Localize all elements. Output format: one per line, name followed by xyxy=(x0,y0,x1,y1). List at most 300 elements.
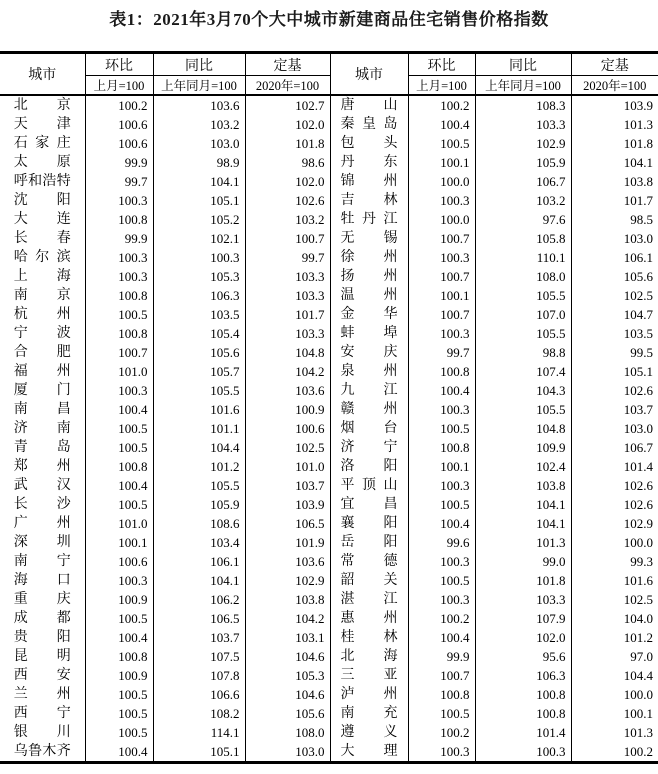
yoy-value-left: 105.7 xyxy=(153,362,245,381)
city-name-left: 深圳 xyxy=(13,535,71,550)
fixed-value-right: 101.3 xyxy=(571,723,658,742)
mom-value-right: 100.2 xyxy=(408,609,475,628)
mom-value-right: 99.9 xyxy=(408,647,475,666)
mom-value-right: 100.1 xyxy=(408,286,475,305)
table-row xyxy=(0,438,658,457)
fixed-value-left: 108.0 xyxy=(245,723,330,742)
mom-value-right: 100.3 xyxy=(408,476,475,495)
fixed-value-left: 101.8 xyxy=(245,134,330,153)
city-name-right: 惠州 xyxy=(330,609,408,628)
fixed-value-left: 103.3 xyxy=(245,324,330,343)
mom-value-right: 100.4 xyxy=(408,115,475,134)
table-row xyxy=(0,628,658,647)
fixed-value-left: 106.5 xyxy=(245,514,330,533)
city-name-right: 九江 xyxy=(330,381,408,400)
column-subheader-fixed-base-right: 2020年=100 xyxy=(571,76,658,96)
yoy-value-left: 103.0 xyxy=(153,134,245,153)
fixed-value-left: 103.2 xyxy=(245,210,330,229)
city-name-left: 兰州 xyxy=(13,687,71,702)
yoy-value-left: 105.6 xyxy=(153,343,245,362)
yoy-value-left: 103.5 xyxy=(153,305,245,324)
fixed-value-left: 104.8 xyxy=(245,343,330,362)
mom-value-right: 100.2 xyxy=(408,95,475,115)
column-subheader-mom-base-right: 上月=100 xyxy=(408,76,475,96)
mom-value-left: 100.5 xyxy=(85,495,153,514)
table-row xyxy=(0,381,658,400)
fixed-value-right: 102.6 xyxy=(571,476,658,495)
column-header-mom-right: 环比 xyxy=(408,53,475,76)
city-name-left: 青岛 xyxy=(13,440,71,455)
fixed-value-right: 104.1 xyxy=(571,153,658,172)
city-name-left: 南京 xyxy=(13,288,71,303)
fixed-value-right: 99.5 xyxy=(571,343,658,362)
city-name-right: 常德 xyxy=(330,552,408,571)
table-row xyxy=(0,95,658,115)
yoy-value-left: 104.1 xyxy=(153,172,245,191)
fixed-value-right: 104.4 xyxy=(571,666,658,685)
yoy-value-left: 101.1 xyxy=(153,419,245,438)
column-header-city-left: 城市 xyxy=(0,53,85,96)
city-name-right: 韶关 xyxy=(330,571,408,590)
yoy-value-left: 106.6 xyxy=(153,685,245,704)
mom-value-left: 100.6 xyxy=(85,115,153,134)
city-name-left: 海口 xyxy=(13,573,71,588)
fixed-value-right: 100.0 xyxy=(571,685,658,704)
column-header-yoy-left: 同比 xyxy=(153,53,245,76)
fixed-value-left: 103.6 xyxy=(245,381,330,400)
city-name-left: 银川 xyxy=(13,725,71,740)
mom-value-right: 100.3 xyxy=(408,191,475,210)
yoy-value-left: 105.5 xyxy=(153,381,245,400)
fixed-value-right: 99.3 xyxy=(571,552,658,571)
yoy-value-right: 103.2 xyxy=(475,191,571,210)
city-name-right: 洛阳 xyxy=(330,457,408,476)
city-name-right: 济宁 xyxy=(330,438,408,457)
mom-value-right: 100.0 xyxy=(408,210,475,229)
fixed-value-right: 98.5 xyxy=(571,210,658,229)
yoy-value-left: 105.5 xyxy=(153,476,245,495)
city-name-left: 天津 xyxy=(13,117,71,132)
yoy-value-left: 114.1 xyxy=(153,723,245,742)
yoy-value-right: 101.3 xyxy=(475,533,571,552)
mom-value-right: 100.1 xyxy=(408,153,475,172)
mom-value-right: 100.3 xyxy=(408,590,475,609)
fixed-value-left: 102.5 xyxy=(245,438,330,457)
table-row xyxy=(0,400,658,419)
city-name-left: 太原 xyxy=(13,155,71,170)
table-row xyxy=(0,609,658,628)
mom-value-left: 100.9 xyxy=(85,590,153,609)
mom-value-right: 99.6 xyxy=(408,533,475,552)
mom-value-right: 100.0 xyxy=(408,172,475,191)
table-row xyxy=(0,685,658,704)
price-index-table xyxy=(0,51,658,764)
fixed-value-left: 101.9 xyxy=(245,533,330,552)
fixed-value-left: 101.7 xyxy=(245,305,330,324)
fixed-value-left: 103.6 xyxy=(245,552,330,571)
fixed-value-left: 102.9 xyxy=(245,571,330,590)
table-row xyxy=(0,533,658,552)
yoy-value-left: 101.2 xyxy=(153,457,245,476)
yoy-value-right: 107.0 xyxy=(475,305,571,324)
city-name-right: 宜昌 xyxy=(330,495,408,514)
mom-value-right: 100.3 xyxy=(408,248,475,267)
city-name-left: 沈阳 xyxy=(13,193,71,208)
mom-value-left: 100.3 xyxy=(85,571,153,590)
fixed-value-left: 105.6 xyxy=(245,704,330,723)
table-row xyxy=(0,305,658,324)
mom-value-right: 100.5 xyxy=(408,419,475,438)
city-name-left: 成都 xyxy=(13,611,71,626)
fixed-value-right: 101.2 xyxy=(571,628,658,647)
city-name-left: 石家庄 xyxy=(13,136,71,151)
mom-value-left: 101.0 xyxy=(85,514,153,533)
mom-value-left: 100.8 xyxy=(85,324,153,343)
table-row xyxy=(0,571,658,590)
yoy-value-left: 106.1 xyxy=(153,552,245,571)
table-row xyxy=(0,134,658,153)
city-name-left: 上海 xyxy=(13,269,71,284)
fixed-value-right: 101.4 xyxy=(571,457,658,476)
column-subheader-mom-base-left: 上月=100 xyxy=(85,76,153,96)
mom-value-left: 100.8 xyxy=(85,210,153,229)
mom-value-left: 100.5 xyxy=(85,305,153,324)
city-name-right: 桂林 xyxy=(330,628,408,647)
city-name-left: 广州 xyxy=(13,516,71,531)
mom-value-left: 100.5 xyxy=(85,704,153,723)
city-name-left: 贵阳 xyxy=(13,630,71,645)
mom-value-left: 99.9 xyxy=(85,229,153,248)
city-name-right: 蚌埠 xyxy=(330,324,408,343)
mom-value-left: 100.8 xyxy=(85,457,153,476)
page-title: 表1：2021年3月70个大中城市新建商品住宅销售价格指数 xyxy=(109,10,549,29)
yoy-value-right: 99.0 xyxy=(475,552,571,571)
fixed-value-right: 102.5 xyxy=(571,286,658,305)
fixed-value-right: 103.8 xyxy=(571,172,658,191)
mom-value-right: 100.2 xyxy=(408,723,475,742)
yoy-value-left: 103.6 xyxy=(153,95,245,115)
table-row xyxy=(0,115,658,134)
mom-value-right: 100.7 xyxy=(408,666,475,685)
city-name-left: 杭州 xyxy=(13,307,71,322)
yoy-value-left: 103.2 xyxy=(153,115,245,134)
fixed-value-right: 102.6 xyxy=(571,495,658,514)
city-name-left: 长沙 xyxy=(13,497,71,512)
mom-value-right: 100.7 xyxy=(408,305,475,324)
yoy-value-left: 105.2 xyxy=(153,210,245,229)
fixed-value-left: 103.3 xyxy=(245,286,330,305)
mom-value-left: 100.8 xyxy=(85,647,153,666)
mom-value-right: 100.8 xyxy=(408,362,475,381)
city-name-left: 合肥 xyxy=(13,345,71,360)
city-name-right: 金华 xyxy=(330,305,408,324)
city-name-right: 烟台 xyxy=(330,419,408,438)
fixed-value-left: 103.1 xyxy=(245,628,330,647)
city-name-right: 秦皇岛 xyxy=(330,115,408,134)
yoy-value-left: 106.2 xyxy=(153,590,245,609)
mom-value-left: 100.7 xyxy=(85,343,153,362)
mom-value-right: 100.5 xyxy=(408,495,475,514)
yoy-value-left: 105.1 xyxy=(153,742,245,763)
fixed-value-right: 101.6 xyxy=(571,571,658,590)
city-name-right: 襄阳 xyxy=(330,514,408,533)
city-name-left: 西宁 xyxy=(13,706,71,721)
table-row xyxy=(0,248,658,267)
header-row-main xyxy=(0,53,658,76)
city-name-right: 南充 xyxy=(330,704,408,723)
table-row xyxy=(0,343,658,362)
mom-value-right: 100.4 xyxy=(408,514,475,533)
city-name-left: 长春 xyxy=(13,231,71,246)
mom-value-left: 100.1 xyxy=(85,533,153,552)
mom-value-right: 100.4 xyxy=(408,381,475,400)
city-name-right: 牡丹江 xyxy=(330,210,408,229)
mom-value-left: 100.4 xyxy=(85,476,153,495)
table-row xyxy=(0,590,658,609)
table-body xyxy=(0,95,658,763)
yoy-value-left: 105.9 xyxy=(153,495,245,514)
city-name-right: 无锡 xyxy=(330,229,408,248)
yoy-value-left: 108.6 xyxy=(153,514,245,533)
city-name-left: 北京 xyxy=(13,98,71,113)
city-name-right: 岳阳 xyxy=(330,533,408,552)
fixed-value-right: 103.9 xyxy=(571,95,658,115)
yoy-value-left: 106.5 xyxy=(153,609,245,628)
column-header-mom-left: 环比 xyxy=(85,53,153,76)
mom-value-left: 100.9 xyxy=(85,666,153,685)
mom-value-right: 100.5 xyxy=(408,704,475,723)
table-row xyxy=(0,191,658,210)
mom-value-right: 100.4 xyxy=(408,628,475,647)
mom-value-left: 101.0 xyxy=(85,362,153,381)
fixed-value-right: 106.1 xyxy=(571,248,658,267)
yoy-value-right: 97.6 xyxy=(475,210,571,229)
header-row-sub xyxy=(0,76,658,96)
fixed-value-left: 100.9 xyxy=(245,400,330,419)
city-name-left: 郑州 xyxy=(13,459,71,474)
yoy-value-right: 108.0 xyxy=(475,267,571,286)
mom-value-right: 100.3 xyxy=(408,400,475,419)
fixed-value-left: 103.8 xyxy=(245,590,330,609)
city-name-right: 温州 xyxy=(330,286,408,305)
city-name-right: 大理 xyxy=(330,742,408,763)
yoy-value-right: 95.6 xyxy=(475,647,571,666)
yoy-value-left: 105.4 xyxy=(153,324,245,343)
yoy-value-right: 105.9 xyxy=(475,153,571,172)
mom-value-right: 100.5 xyxy=(408,134,475,153)
yoy-value-left: 108.2 xyxy=(153,704,245,723)
yoy-value-right: 102.4 xyxy=(475,457,571,476)
yoy-value-right: 106.7 xyxy=(475,172,571,191)
fixed-value-left: 104.6 xyxy=(245,685,330,704)
yoy-value-left: 103.7 xyxy=(153,628,245,647)
yoy-value-right: 103.3 xyxy=(475,115,571,134)
fixed-value-right: 101.7 xyxy=(571,191,658,210)
mom-value-left: 100.5 xyxy=(85,419,153,438)
city-name-left: 宁波 xyxy=(13,326,71,341)
yoy-value-right: 100.8 xyxy=(475,704,571,723)
yoy-value-right: 106.3 xyxy=(475,666,571,685)
city-name-right: 吉林 xyxy=(330,191,408,210)
fixed-value-right: 103.7 xyxy=(571,400,658,419)
city-name-right: 遵义 xyxy=(330,723,408,742)
fixed-value-left: 103.3 xyxy=(245,267,330,286)
mom-value-left: 99.7 xyxy=(85,172,153,191)
city-name-left: 南宁 xyxy=(13,554,71,569)
yoy-value-left: 101.6 xyxy=(153,400,245,419)
mom-value-left: 100.6 xyxy=(85,552,153,571)
yoy-value-left: 107.8 xyxy=(153,666,245,685)
mom-value-right: 100.7 xyxy=(408,267,475,286)
yoy-value-right: 104.1 xyxy=(475,514,571,533)
yoy-value-right: 102.9 xyxy=(475,134,571,153)
table-row xyxy=(0,723,658,742)
yoy-value-right: 101.8 xyxy=(475,571,571,590)
table-row xyxy=(0,229,658,248)
mom-value-left: 100.3 xyxy=(85,248,153,267)
fixed-value-right: 100.1 xyxy=(571,704,658,723)
column-header-fixed-left: 定基 xyxy=(245,53,330,76)
mom-value-left: 100.8 xyxy=(85,286,153,305)
table-row xyxy=(0,704,658,723)
city-name-right: 三亚 xyxy=(330,666,408,685)
mom-value-left: 100.3 xyxy=(85,267,153,286)
column-header-city-right: 城市 xyxy=(330,53,408,96)
table-row xyxy=(0,552,658,571)
table-row xyxy=(0,267,658,286)
yoy-value-right: 107.4 xyxy=(475,362,571,381)
yoy-value-right: 105.5 xyxy=(475,400,571,419)
mom-value-right: 100.7 xyxy=(408,229,475,248)
yoy-value-right: 104.3 xyxy=(475,381,571,400)
table-row xyxy=(0,362,658,381)
fixed-value-left: 102.6 xyxy=(245,191,330,210)
mom-value-left: 99.9 xyxy=(85,153,153,172)
yoy-value-left: 104.4 xyxy=(153,438,245,457)
city-name-right: 赣州 xyxy=(330,400,408,419)
city-name-left: 武汉 xyxy=(13,478,71,493)
yoy-value-right: 103.8 xyxy=(475,476,571,495)
fixed-value-right: 105.1 xyxy=(571,362,658,381)
yoy-value-right: 104.8 xyxy=(475,419,571,438)
fixed-value-left: 104.2 xyxy=(245,609,330,628)
yoy-value-right: 100.8 xyxy=(475,685,571,704)
city-name-left: 西安 xyxy=(13,668,71,683)
yoy-value-left: 103.4 xyxy=(153,533,245,552)
table-row xyxy=(0,286,658,305)
city-name-right: 扬州 xyxy=(330,267,408,286)
fixed-value-right: 102.5 xyxy=(571,590,658,609)
fixed-value-right: 100.2 xyxy=(571,742,658,763)
city-name-right: 北海 xyxy=(330,647,408,666)
fixed-value-right: 103.0 xyxy=(571,419,658,438)
yoy-value-left: 105.3 xyxy=(153,267,245,286)
mom-value-left: 100.4 xyxy=(85,628,153,647)
mom-value-right: 100.1 xyxy=(408,457,475,476)
mom-value-left: 100.3 xyxy=(85,191,153,210)
yoy-value-right: 102.0 xyxy=(475,628,571,647)
city-name-right: 徐州 xyxy=(330,248,408,267)
fixed-value-right: 97.0 xyxy=(571,647,658,666)
table-row xyxy=(0,666,658,685)
mom-value-right: 100.3 xyxy=(408,552,475,571)
fixed-value-right: 100.0 xyxy=(571,533,658,552)
city-name-right: 泉州 xyxy=(330,362,408,381)
fixed-value-left: 104.6 xyxy=(245,647,330,666)
yoy-value-right: 105.5 xyxy=(475,286,571,305)
mom-value-left: 100.5 xyxy=(85,609,153,628)
yoy-value-left: 105.1 xyxy=(153,191,245,210)
yoy-value-right: 101.4 xyxy=(475,723,571,742)
fixed-value-left: 99.7 xyxy=(245,248,330,267)
mom-value-left: 100.5 xyxy=(85,685,153,704)
fixed-value-left: 100.7 xyxy=(245,229,330,248)
mom-value-right: 100.3 xyxy=(408,324,475,343)
city-name-left: 大连 xyxy=(13,212,71,227)
city-name-left: 南昌 xyxy=(13,402,71,417)
table-row xyxy=(0,153,658,172)
city-name-right: 丹东 xyxy=(330,153,408,172)
table-row xyxy=(0,457,658,476)
fixed-value-right: 103.0 xyxy=(571,229,658,248)
mom-value-right: 100.8 xyxy=(408,438,475,457)
table-header xyxy=(0,53,658,96)
yoy-value-right: 105.5 xyxy=(475,324,571,343)
table-row xyxy=(0,419,658,438)
city-name-left: 厦门 xyxy=(13,383,71,398)
column-header-fixed-right: 定基 xyxy=(571,53,658,76)
yoy-value-right: 105.8 xyxy=(475,229,571,248)
yoy-value-right: 110.1 xyxy=(475,248,571,267)
fixed-value-right: 103.5 xyxy=(571,324,658,343)
column-subheader-yoy-base-right: 上年同月=100 xyxy=(475,76,571,96)
fixed-value-right: 105.6 xyxy=(571,267,658,286)
fixed-value-left: 102.0 xyxy=(245,115,330,134)
city-name-left: 福州 xyxy=(13,364,71,379)
yoy-value-left: 98.9 xyxy=(153,153,245,172)
column-header-yoy-right: 同比 xyxy=(475,53,571,76)
table-row xyxy=(0,495,658,514)
yoy-value-left: 102.1 xyxy=(153,229,245,248)
yoy-value-right: 104.1 xyxy=(475,495,571,514)
mom-value-left: 100.4 xyxy=(85,742,153,763)
yoy-value-right: 98.8 xyxy=(475,343,571,362)
table-row xyxy=(0,742,658,763)
mom-value-left: 100.5 xyxy=(85,723,153,742)
fixed-value-right: 104.0 xyxy=(571,609,658,628)
yoy-value-right: 107.9 xyxy=(475,609,571,628)
city-name-left: 哈尔滨 xyxy=(13,250,71,265)
fixed-value-left: 98.6 xyxy=(245,153,330,172)
fixed-value-right: 101.8 xyxy=(571,134,658,153)
mom-value-left: 100.3 xyxy=(85,381,153,400)
yoy-value-right: 100.3 xyxy=(475,742,571,763)
yoy-value-right: 108.3 xyxy=(475,95,571,115)
table-row xyxy=(0,210,658,229)
city-name-left: 呼和浩特 xyxy=(13,174,71,189)
table-row xyxy=(0,476,658,495)
table-row xyxy=(0,172,658,191)
city-name-right: 锦州 xyxy=(330,172,408,191)
column-subheader-yoy-base-left: 上年同月=100 xyxy=(153,76,245,96)
city-name-left: 昆明 xyxy=(13,649,71,664)
fixed-value-right: 102.6 xyxy=(571,381,658,400)
city-name-right: 唐山 xyxy=(330,95,408,115)
mom-value-left: 100.4 xyxy=(85,400,153,419)
fixed-value-left: 100.6 xyxy=(245,419,330,438)
mom-value-left: 100.6 xyxy=(85,134,153,153)
mom-value-right: 99.7 xyxy=(408,343,475,362)
